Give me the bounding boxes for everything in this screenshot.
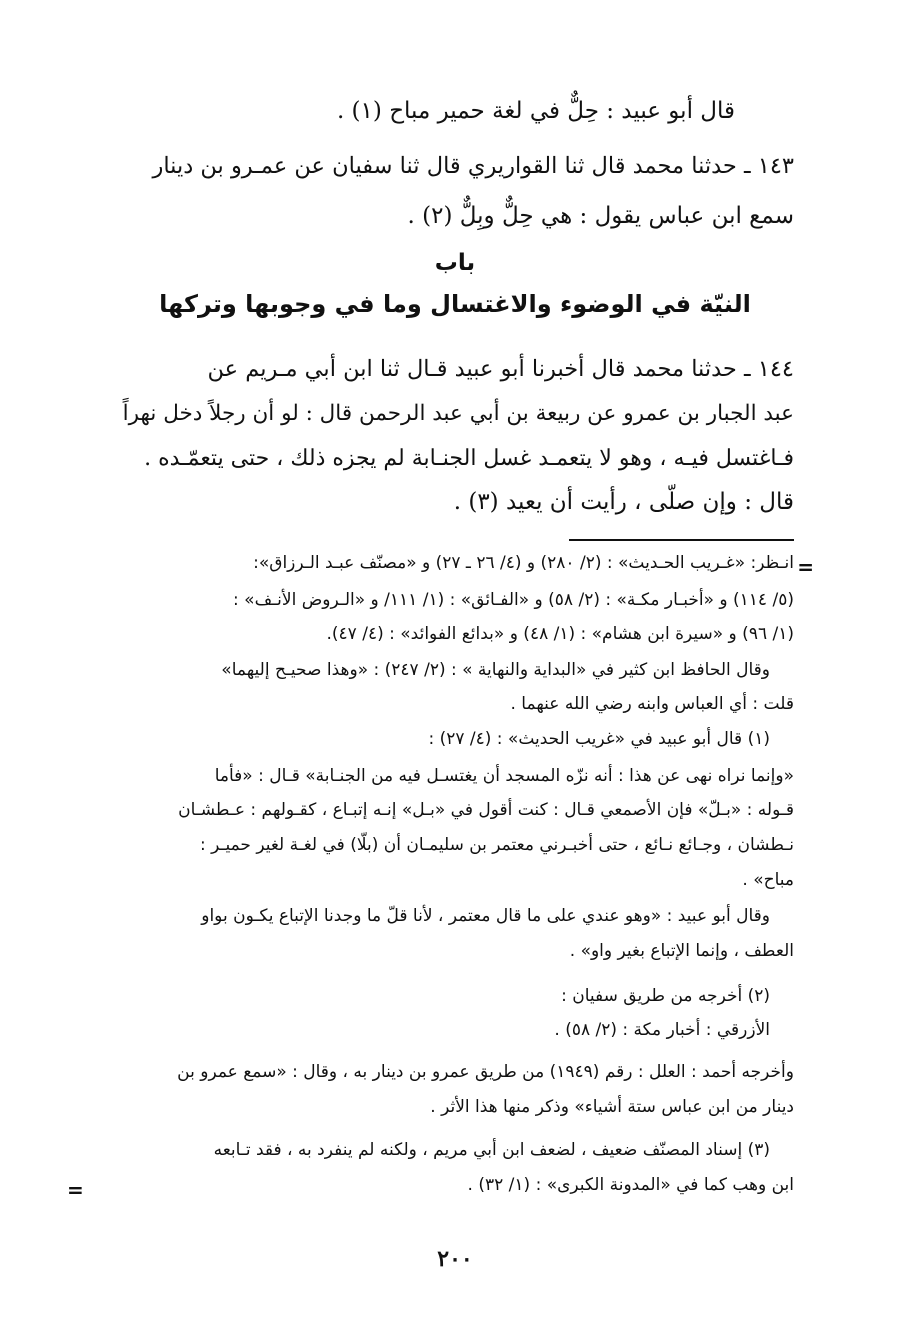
footnote-separator xyxy=(569,539,794,541)
chapter-title: النيّة في الوضوء والاغتسال وما في وجوبها وتركها xyxy=(159,290,751,318)
footnote-line: قـوله : «بـلّ» فإن الأصمعي قـال : كنت أقول في «بـل» إنـه إتبـاع ، كقـولهم : عـطشـان xyxy=(178,800,794,820)
footnote-line: (١) قال أبو عبيد في «غريب الحديث» : (٤/ ٢٧) : xyxy=(428,729,770,749)
footnote-line: (٥/ ١١٤) و «أخبـار مكـة» : (٢/ ٥٨) و «الفـائق» : (١/ ١١١/ و «الـروض الأنـف» : xyxy=(233,590,794,610)
footnote-line: دينار من ابن عباس ستة أشياء» وذكر منها هذا الأثر . xyxy=(430,1097,794,1117)
page-number: ٢٠٠ xyxy=(437,1246,473,1272)
chapter-label: باب xyxy=(434,250,476,276)
main-text-line: ١٤٣ ـ حدثنا محمد قال ثنا القواريري قال ثنا سفيان عن عمـرو بن دينار xyxy=(152,153,794,179)
footnote-line: قلت : أي العباس وابنه رضي الله عنهما . xyxy=(510,694,794,714)
hadith-line: فـاغتسل فيـه ، وهو لا يتعمـد غسل الجنـابة لم يجزه ذلك ، حتى يتعمّـده . xyxy=(144,446,794,471)
main-text-line: قال أبو عبيد : حِلٌّ في لغة حمير مباح (١) . xyxy=(336,98,735,124)
hadith-line: عبد الجبار بن عمرو عن ربيعة بن أبي عبد الرحمن قال : لو أن رجلاً دخل نهراً xyxy=(122,401,794,426)
footnote-line: وقال الحافظ ابن كثير في «البداية والنهاية » : (٢/ ٢٤٧) : «وهذا صحيـح إليهما» xyxy=(221,660,770,680)
footnote-line: انـظر: «غـريب الحـديث» : (٢/ ٢٨٠) و (٤/ ٢٦ ـ ٢٧) و «مصنّف عبـد الـرزاق»: xyxy=(253,553,794,573)
hadith-line: قال : وإن صلّى ، رأيت أن يعيد (٣) . xyxy=(453,489,794,515)
footnote-line: (٢) أخرجه من طريق سفيان : xyxy=(561,986,770,1006)
footnote-line: ابن وهب كما في «المدونة الكبرى» : (١/ ٣٢) . xyxy=(467,1175,794,1195)
continuation-marker: = xyxy=(67,1178,84,1202)
footnote-line: (١/ ٩٦) و «سيرة ابن هشام» : (١/ ٤٨) و «بدائع الفوائد» : (٤/ ٤٧). xyxy=(326,624,794,644)
footnote-line: العطف ، وإنما الإتباع بغير واو» . xyxy=(569,941,794,961)
footnote-line: الأزرقي : أخبار مكة : (٢/ ٥٨) . xyxy=(554,1020,770,1040)
footnote-line: وأخرجه أحمد : العلل : رقم (١٩٤٩) من طريق عمرو بن دينار به ، وقال : «سمع عمرو بن xyxy=(177,1062,794,1082)
footnote-line: (٣) إسناد المصنّف ضعيف ، لضعف ابن أبي مريم ، ولكنه لم ينفرد به ، فقد تـابعه xyxy=(213,1140,770,1160)
footnote-line: «وإنما نراه نهى عن هذا : أنه نزّه المسجد أن يغتسـل فيه من الجنـابة» قـال : «فأما xyxy=(214,766,794,786)
footnote-line: نـطشان ، وجـائع نـائع ، حتى أخبـرني معتمر بن سليمـان أن (بلّا) في لغـة لغير حميـر : xyxy=(199,835,794,855)
footnote-line: مباح» . xyxy=(742,870,794,890)
main-text-line: سمع ابن عباس يقول : هي حِلٌّ وبِلٌّ (٢) . xyxy=(407,203,794,229)
continuation-marker: = xyxy=(797,555,814,579)
footnote-line: وقال أبو عبيد : «وهو عندي على ما قال معتمر ، لأنا قلّ ما وجدنا الإتباع يكـون بواو xyxy=(201,906,770,926)
hadith-line: ١٤٤ ـ حدثنا محمد قال أخبرنا أبو عبيد قـال ثنا ابن أبي مـريم عن xyxy=(207,356,794,382)
